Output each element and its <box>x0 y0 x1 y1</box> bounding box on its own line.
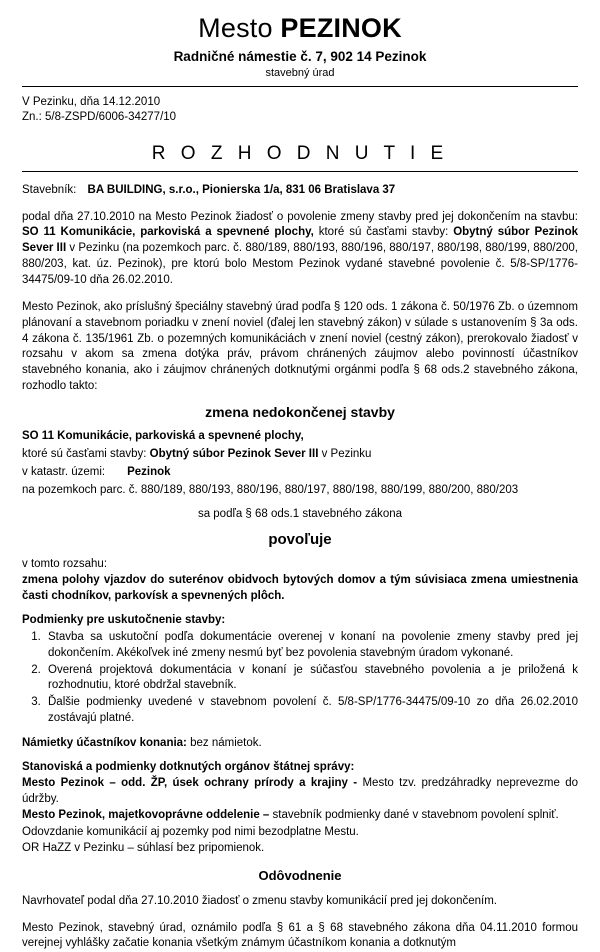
list-item: 2. Overená projektová dokumentácia v konaní je súčasťou stavebného povolenia a je priložená k rozhodnutiu, ktoré obdržal stavebník. <box>44 663 578 695</box>
opinion-item-2-text: stavebník podmienky dané v stavebnom povolení splniť. <box>269 809 559 822</box>
cadastre-value: Pezinok <box>127 466 171 479</box>
decision-heading: zmena nedokončenej stavby <box>205 404 395 421</box>
paragraph-legal: Mesto Pezinok, ako príslušný špeciálny stavebný úrad podľa § 120 ods. 1 zákona č. 50/1976 Zb. o územnom plánovaní a stavebnom poriadku v znení noviel (ďalej len stavebný zákon) v súlade s ustanovením § 3a ods. 4 zákona č. 135/1961 Zb. o pozemných komunikáciách v znení noviel (cestný zákon), prerokovalo žiadosť v rozsahu v akom sa zmena dotýka práv, právom chránených záujmov alebo povinností účastníkov stavebného konania, ako i záujmov chránených dotknutými orgánmi podľa § 68 ods.2 stavebného zákona, rozhodlo takto: <box>22 300 578 393</box>
conditions-list <box>22 630 578 727</box>
opinion-item-2-label: Mesto Pezinok, majetkovoprávne oddelenie – <box>22 809 270 822</box>
page-title <box>22 14 578 44</box>
object-line-2 <box>22 446 578 462</box>
object-block <box>22 428 578 498</box>
opinion-item-2 <box>22 807 578 823</box>
permit-word: povoľuje <box>268 530 332 548</box>
request-object-1: SO 11 Komunikácie, parkoviská a spevnené plochy, <box>22 226 319 239</box>
document-title: R O Z H O D N U T I E <box>151 142 449 164</box>
applicant-line <box>22 183 578 199</box>
reasoning-paragraph-2: Mesto Pezinok, stavebný úrad, oznámilo podľa § 61 a § 68 stavebného zákona dňa 04.11.2010 formou verejnej vyhlášky začatie konania všetkým známym účastníkom konania a dotknutým <box>22 921 578 950</box>
reasoning-heading: Odôvodnenie <box>258 867 342 883</box>
request-object-2: Obytný súbor Pezinok Sever III <box>22 226 578 255</box>
object-line-2-tail: v Pezinku <box>321 448 372 461</box>
objections-label: Námietky účastníkov konania: <box>22 737 187 750</box>
meta-block <box>22 95 578 126</box>
conditions-heading: Podmienky pre uskutočnenie stavby: <box>22 613 226 626</box>
org-address: Radničné námestie č. 7, 902 14 Pezinok <box>173 48 427 64</box>
opinions-heading: Stanoviská a podmienky dotknutých orgánov štátnej správy: <box>22 761 355 774</box>
opinion-item-4: OR HaZZ v Pezinku – súhlasí bez pripomienok. <box>22 841 265 854</box>
place-date: V Pezinku, dňa 14.12.2010 <box>22 95 161 108</box>
object-parcels: na pozemkoch parc. č. 880/189, 880/193, 880/196, 880/197, 880/198, 880/199, 880/200, 880/203 <box>22 484 519 497</box>
org-name-bold: PEZINOK <box>280 13 402 43</box>
list-item: 3. Ďalšie podmienky uvedené v stavebnom povolení č. 5/8-SP/1776-34475/09-10 zo dňa 26.02.2010 zostávajú platné. <box>44 695 578 727</box>
scope-text: zmena polohy vjazdov do suterénov obidvoch bytových domov a tým súvisiaca zmena umiestnenia časti chodníkov, parkovísk a spevnených plôch. <box>22 573 578 602</box>
legal-basis-line: sa podľa § 68 ods.1 stavebného zákona <box>197 508 403 521</box>
request-text-2: ktoré sú časťami stavby: <box>318 226 454 239</box>
object-line-1: SO 11 Komunikácie, parkoviská a spevnené plochy, <box>22 430 304 443</box>
paragraph-request <box>22 210 578 289</box>
scope-block <box>22 556 578 604</box>
applicant-value: BA BUILDING, s.r.o., Pionierska 1/a, 831 06 Bratislava 37 <box>87 183 396 196</box>
objections-value: bez námietok. <box>186 737 262 750</box>
org-name-plain: Mesto <box>198 13 281 43</box>
request-text-3: v Pezinku (na pozemkoch parc. č. 880/189, 880/193, 880/196, 880/197, 880/198, 880/199, 880/200, 880/203, kat. úz. Pezinok), pre ktorú bolo Mestom Pezinok vydané stavebné povolenie č. 5/8-SP/1776-34475/09-10 dňa 26.02.2010. <box>22 242 579 287</box>
objections-line <box>22 735 578 751</box>
opinion-item-3: Odovzdanie komunikácií aj pozemky pod nimi bezodplatne Mestu. <box>22 825 359 838</box>
opinion-item-1 <box>22 775 578 807</box>
opinion-item-1-label: Mesto Pezinok – odd. ŽP, úsek ochrany prírody a krajiny - <box>22 777 358 790</box>
opinions-block <box>22 759 578 856</box>
object-line-2-bold: Obytný súbor Pezinok Sever III <box>149 448 322 461</box>
reference-number: Zn.: 5/8-ZSPD/6006-34277/10 <box>22 111 177 124</box>
opinion-item-1-text: Mesto tzv. predzáhradky neprevezme do údržby. <box>22 777 578 806</box>
org-department: stavebný úrad <box>265 66 335 79</box>
title-divider <box>22 171 578 172</box>
cadastre-label: v katastr. územi: <box>22 466 106 479</box>
list-item: 1. Stavba sa uskutoční podľa dokumentácie overenej v konaní na povolenie zmeny stavby pred jej dokončením. Akékoľvek iné zmeny nesmú byť bez povolenia stavebným úradom vykonané. <box>44 630 578 662</box>
applicant-label: Stavebník: <box>22 183 77 196</box>
header-divider <box>22 86 578 87</box>
scope-intro: v tomto rozsahu: <box>22 557 108 570</box>
reasoning-paragraph-1: Navrhovateľ podal dňa 27.10.2010 žiadosť o zmenu stavby komunikácií pred jej dokončením. <box>22 894 497 907</box>
object-cadastre <box>22 464 578 480</box>
object-line-2-plain: ktoré sú časťami stavby: <box>22 448 150 461</box>
conditions-block <box>22 612 578 727</box>
request-text-1: podal dňa 27.10.2010 na Mesto Pezinok žiadosť o povolenie zmeny stavby pred jej dokončením na stavbu: <box>22 210 578 223</box>
